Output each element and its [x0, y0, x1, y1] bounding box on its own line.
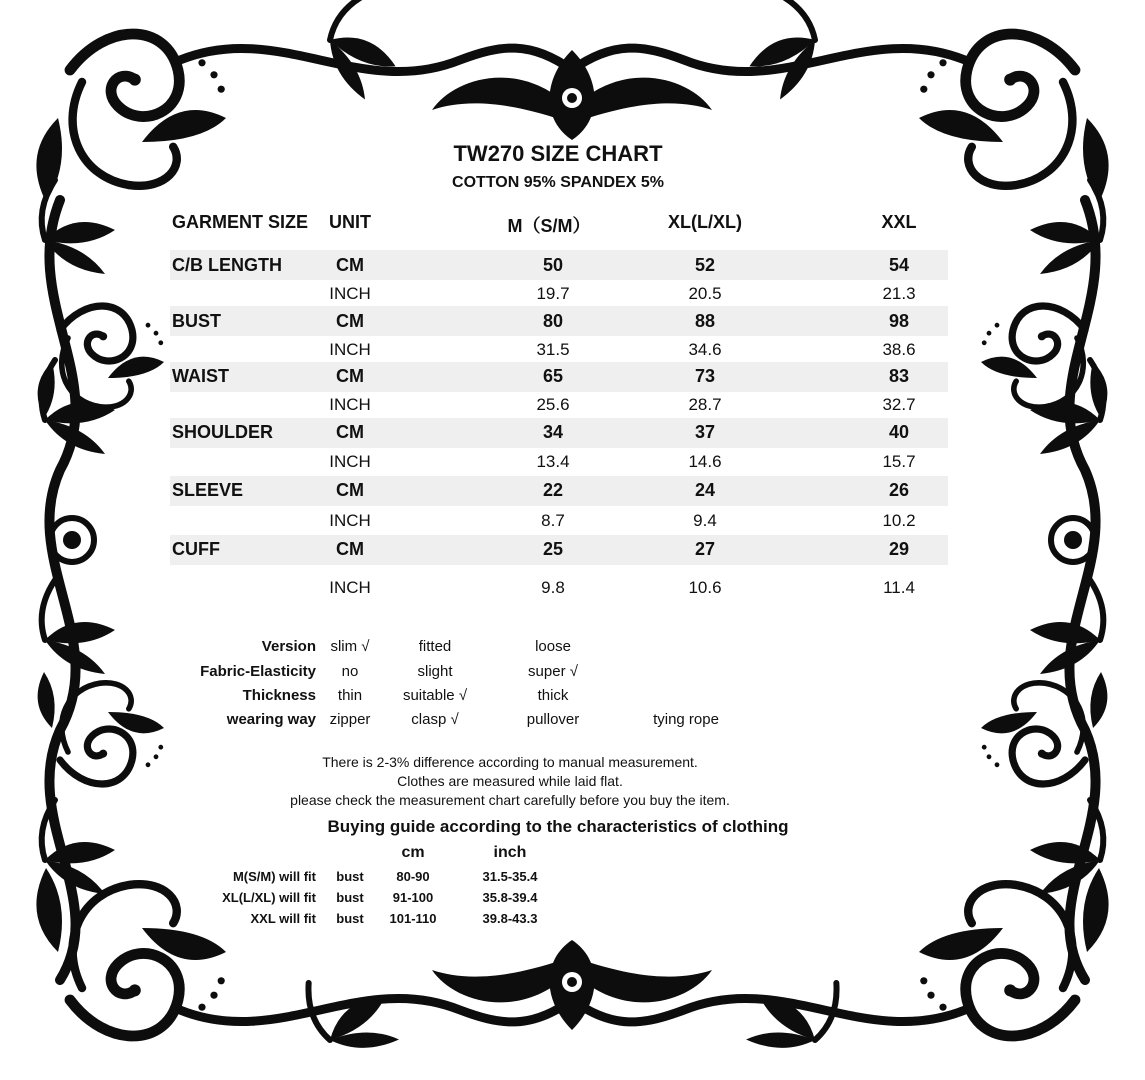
attr-option: slim √ — [330, 638, 370, 655]
unit-inch: INCH — [329, 578, 371, 597]
unit-cm: CM — [336, 311, 364, 331]
header-garment-size: GARMENT SIZE — [172, 212, 309, 232]
shoulder-m-inch: 13.4 — [536, 452, 570, 471]
unit-cm: CM — [336, 480, 364, 500]
attr-option: no — [341, 663, 359, 680]
guide-fit-label: M(S/M) will fit — [232, 869, 316, 884]
row-label-waist: WAIST — [172, 366, 229, 386]
header-size-xxl: XXL — [881, 212, 917, 232]
attr-label-version: Version — [261, 638, 316, 655]
attr-option: thick — [537, 687, 569, 704]
row-label-cuff: CUFF — [172, 539, 220, 559]
attr-option: thin — [337, 687, 363, 704]
bust-m-cm: 80 — [542, 311, 564, 331]
attr-option: tying rope — [653, 711, 719, 728]
shoulder-xl-cm: 37 — [694, 422, 716, 442]
attr-option: pullover — [526, 711, 580, 728]
cuff-xl-cm: 27 — [694, 539, 716, 559]
guide-cm-range: 91-100 — [392, 890, 434, 905]
row-label-cb-length: C/B LENGTH — [172, 255, 282, 275]
cuff-xxl-cm: 29 — [888, 539, 910, 559]
sleeve-m-cm: 22 — [542, 480, 564, 500]
bust-xl-inch: 34.6 — [688, 340, 722, 359]
cb-length-xl-cm: 52 — [694, 255, 716, 275]
attr-option: slight — [417, 663, 453, 680]
header-size-m: M（S/M） — [507, 216, 591, 236]
guide-inch-range: 39.8-43.3 — [482, 911, 538, 926]
cuff-m-inch: 9.8 — [541, 578, 565, 597]
note-line: Clothes are measured while laid flat. — [397, 773, 623, 789]
shoulder-m-cm: 34 — [542, 422, 564, 442]
cb-length-xl-inch: 20.5 — [688, 284, 722, 303]
guide-col-cm: cm — [401, 844, 425, 861]
waist-m-inch: 25.6 — [536, 395, 570, 414]
attr-option: zipper — [329, 711, 371, 728]
guide-title: Buying guide according to the characteristics of clothing — [327, 817, 789, 836]
cb-length-m-inch: 19.7 — [536, 284, 570, 303]
sleeve-xl-inch: 9.4 — [693, 511, 717, 530]
unit-inch: INCH — [329, 284, 371, 303]
guide-inch-range: 31.5-35.4 — [482, 869, 538, 884]
cuff-xl-inch: 10.6 — [688, 578, 722, 597]
guide-part: bust — [336, 890, 364, 905]
cb-length-xxl-cm: 54 — [888, 255, 910, 275]
unit-inch: INCH — [329, 511, 371, 530]
note-line: please check the measurement chart carefully before you buy the item. — [290, 792, 730, 808]
guide-part: bust — [336, 869, 364, 884]
unit-inch: INCH — [329, 395, 371, 414]
guide-fit-label: XXL will fit — [250, 911, 316, 926]
attr-label-wearing-way: wearing way — [226, 711, 316, 728]
unit-cm: CM — [336, 255, 364, 275]
attr-label-fabric-elasticity: Fabric-Elasticity — [200, 663, 316, 680]
unit-cm: CM — [336, 422, 364, 442]
header-size-xl: XL(L/XL) — [668, 212, 742, 232]
unit-cm: CM — [336, 539, 364, 559]
waist-m-cm: 65 — [542, 366, 564, 386]
guide-inch-range: 35.8-39.4 — [482, 890, 538, 905]
guide-cm-range: 80-90 — [396, 869, 430, 884]
chart-title: TW270 SIZE CHART — [453, 141, 663, 166]
row-label-shoulder: SHOULDER — [172, 422, 274, 442]
fabric-composition: COTTON 95% SPANDEX 5% — [452, 174, 664, 191]
sleeve-xl-cm: 24 — [694, 480, 716, 500]
guide-fit-label: XL(L/XL) will fit — [222, 890, 316, 905]
shoulder-xxl-cm: 40 — [888, 422, 910, 442]
guide-part: bust — [336, 911, 364, 926]
attr-option: suitable √ — [402, 687, 468, 704]
cuff-xxl-inch: 11.4 — [883, 578, 915, 597]
cb-length-xxl-inch: 21.3 — [882, 284, 916, 303]
waist-xl-inch: 28.7 — [688, 395, 722, 414]
guide-cm-range: 101-110 — [389, 911, 437, 926]
cuff-m-cm: 25 — [542, 539, 564, 559]
sleeve-xxl-inch: 10.2 — [882, 511, 916, 530]
attr-option: fitted — [418, 638, 452, 655]
waist-xl-cm: 73 — [694, 366, 716, 386]
attr-option: clasp √ — [411, 711, 459, 728]
row-label-bust: BUST — [172, 311, 221, 331]
unit-cm: CM — [336, 366, 364, 386]
shoulder-xxl-inch: 15.7 — [882, 452, 916, 471]
bust-m-inch: 31.5 — [536, 340, 570, 359]
attr-option: super √ — [528, 663, 578, 680]
bust-xxl-inch: 38.6 — [882, 340, 916, 359]
row-label-sleeve: SLEEVE — [172, 480, 244, 500]
note-line: There is 2-3% difference according to manual measurement. — [322, 754, 698, 770]
unit-inch: INCH — [329, 452, 371, 471]
bust-xxl-cm: 98 — [888, 311, 910, 331]
cb-length-m-cm: 50 — [542, 255, 564, 275]
bust-xl-cm: 88 — [694, 311, 716, 331]
guide-col-inch: inch — [493, 844, 527, 861]
header-unit: UNIT — [329, 212, 371, 232]
unit-inch: INCH — [329, 340, 371, 359]
waist-xxl-inch: 32.7 — [882, 395, 916, 414]
attr-option: loose — [535, 638, 571, 655]
shoulder-xl-inch: 14.6 — [688, 452, 722, 471]
sleeve-xxl-cm: 26 — [888, 480, 910, 500]
attr-label-thickness: Thickness — [242, 687, 316, 704]
waist-xxl-cm: 83 — [888, 366, 910, 386]
sleeve-m-inch: 8.7 — [541, 511, 565, 530]
